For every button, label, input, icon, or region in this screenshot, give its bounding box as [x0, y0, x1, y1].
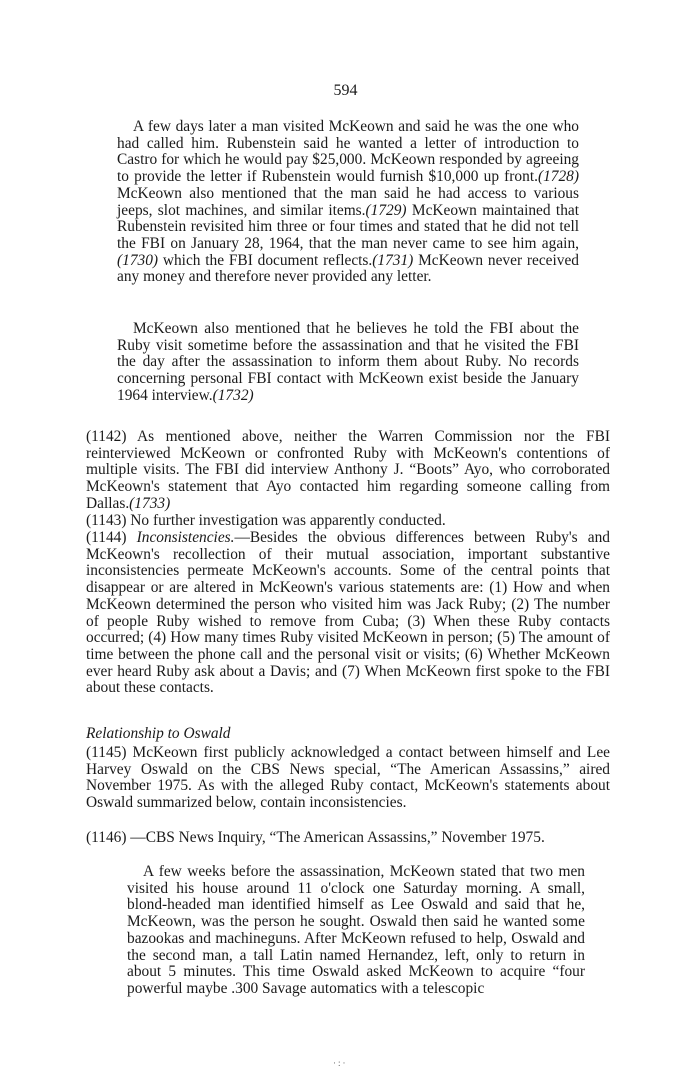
- footnote-ref: (1733): [129, 494, 171, 512]
- footnote-ref: (1732): [212, 386, 254, 404]
- paragraph-1143: (1143) No further investigation was apparently conducted.: [86, 512, 446, 529]
- footnote-ref: (1728): [537, 168, 579, 186]
- section-heading: Relationship to Oswald: [86, 725, 231, 742]
- page-number: 594: [333, 82, 358, 99]
- paragraph-fbi-visit: McKeown also mentioned that he believes he told the FBI about the Ruby visit sometime before the assassination and that he visited the FBI the day after the assassination to inform them about Ruby. No records concerning personal FBI contact with McKeown exist beside the January 1964 interview.(1732): [117, 320, 579, 404]
- footnote-ref: (1730): [117, 251, 159, 269]
- block-quote: A few weeks before the assassination, McKeown stated that two men visited his house around 11 o'clock one Saturday morning. A small, blond-headed man identified himself as Lee Oswald and said that he, McKeown, was the person he sought. Oswald then said he wanted some bazookas and machineguns. After McKeown refused to help, Oswald and the second man, a tall Latin named Hernandez, left, only to return in about 5 minutes. This time Oswald asked McKeown to acquire “four powerful maybe .300 Savage automatics with a telescopic: [127, 863, 585, 997]
- paragraph-1146: (1146) —CBS News Inquiry, “The American Assassins,” November 1975.: [86, 829, 545, 846]
- paragraph-1142: (1142) As mentioned above, neither the Warren Commission nor the FBI reinterviewed McKeown or confronted Ruby with McKeown's contentions of multiple visits. The FBI did interview Anthony J. “Boots” Ayo, who corroborated McKeown's statement that Ayo contacted him regarding someone calling from Dallas.(1733): [86, 428, 610, 512]
- scan-speck: ·:·: [333, 1058, 348, 1068]
- paragraph-1144: (1144) Inconsistencies.—Besides the obvious differences between Ruby's and McKeown's recollection of their mutual association, important substantive inconsistencies permeate McKeown's accounts. Some of the central points that disappear or are altered in McKeown's various statements are: (1) How and when McKeown determined the person who visited him was Jack Ruby; (2) The number of people Ruby wished to remove from Cuba; (3) When these Ruby contacts occurred; (4) How many times Ruby visited McKeown in person; (5) The amount of time between the phone call and the personal visit or visits; (6) Whether McKeown ever heard Ruby ask about a Davis; and (7) When McKeown first spoke to the FBI about these contacts.: [86, 529, 610, 697]
- paragraph-rubenstein-visit: A few days later a man visited McKeown and said he was the one who had called him. Rubenstein said he wanted a letter of introduction to Castro for which he would pay $25,000. McKeown responded by agreeing to provide the letter if Rubenstein would furnish $10,000 up front.(1728) McKeown also mentioned that the man said he had access to various jeeps, slot machines, and similar items.(1729) McKeown maintained that Rubenstein revisited him three or four times and stated that he did not tell the FBI on January 28, 1964, that the man never came to see him again,(1730) which the FBI document reflects.(1731) McKeown never received any money and therefore never provided any letter.: [117, 118, 579, 286]
- paragraph-1145: (1145) McKeown first publicly acknowledged a contact between himself and Lee Harvey Oswald on the CBS News special, “The American Assassins,” aired November 1975. As with the alleged Ruby contact, McKeown's statements about Oswald summarized below, contain inconsistencies.: [86, 744, 610, 812]
- footnote-ref: (1731): [372, 251, 414, 269]
- inline-heading: Inconsistencies.: [136, 529, 235, 546]
- footnote-ref: (1729): [365, 201, 407, 219]
